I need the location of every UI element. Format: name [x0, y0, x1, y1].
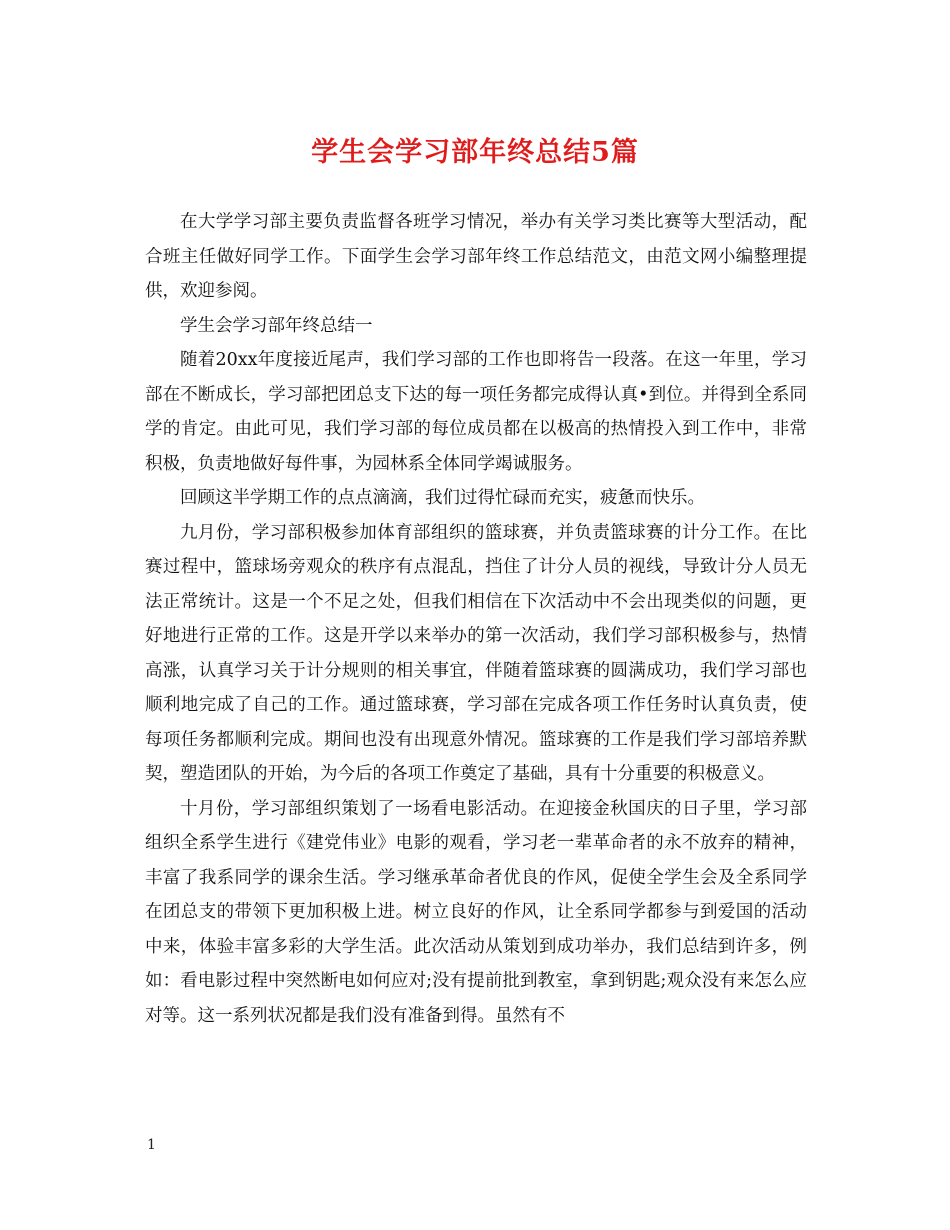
paragraph: 回顾这半学期工作的点点滴滴，我们过得忙碌而充实，疲惫而快乐。 [180, 488, 705, 508]
paragraph-intro: 在大学学习部主要负责监督各班学习情况，举办有关学习类比赛等大型活动，配合班主任做好同学工作。下面学生会学习部年终工作总结范文，由范文网小编整理提供，欢迎参阅。 [145, 212, 807, 301]
document-body [145, 205, 807, 1033]
page-number: 1 [147, 1137, 156, 1153]
paragraph: 十月份，学习部组织策划了一场看电影活动。在迎接金秋国庆的日子里，学习部组织全系学生进行《建党伟业》电影的观看，学习老一辈革命者的永不放弃的精神，丰富了我系同学的课余生活。学习继承革命者优良的作风，促使全学生会及全系同学在团总支的带领下更加积极上进。树立良好的作风，让全系同学都参与到爱国的活动中来，体验丰富多彩的大学生活。此次活动从策划到成功举办，我们总结到许多，例如：看电影过程中突然断电如何应对;没有提前批到教室，拿到钥匙;观众没有来怎么应对等。这一系列状况都是我们没有准备到得。虽然有不 [145, 798, 807, 1026]
paragraph-section-heading: 学生会学习部年终总结一 [180, 315, 373, 336]
paragraph: 九月份，学习部积极参加体育部组织的篮球赛，并负责篮球赛的计分工作。在比赛过程中，篮球场旁观众的秩序有点混乱，挡住了计分人员的视线，导致计分人员无法正常统计。这是一个不足之处，但我们相信在下次活动中不会出现类似的问题，更好地进行正常的工作。这是开学以来举办的第一次活动，我们学习部积极参与，热情高涨，认真学习关于计分规则的相关事宜，伴随着篮球赛的圆满成功，我们学习部也顺利地完成了自己的工作。通过篮球赛，学习部在完成各项工作任务时认真负责，使每项任务都顺利完成。期间也没有出现意外情况。篮球赛的工作是我们学习部培养默契，塑造团队的开始，为今后的各项工作奠定了基础，具有十分重要的积极意义。 [145, 522, 807, 784]
paragraph: 随着20xx年度接近尾声，我们学习部的工作也即将告一段落。在这一年里，学习部在不断成长，学习部把团总支下达的每一项任务都完成得认真•到位。并得到全系同学的肯定。由此可见，我们学习部的每位成员都在以极高的热情投入到工作中，非常积极，负责地做好每件事，为园林系全体同学竭诚服务。 [145, 350, 807, 474]
document-title: 学生会学习部年终总结5篇 [311, 137, 639, 168]
